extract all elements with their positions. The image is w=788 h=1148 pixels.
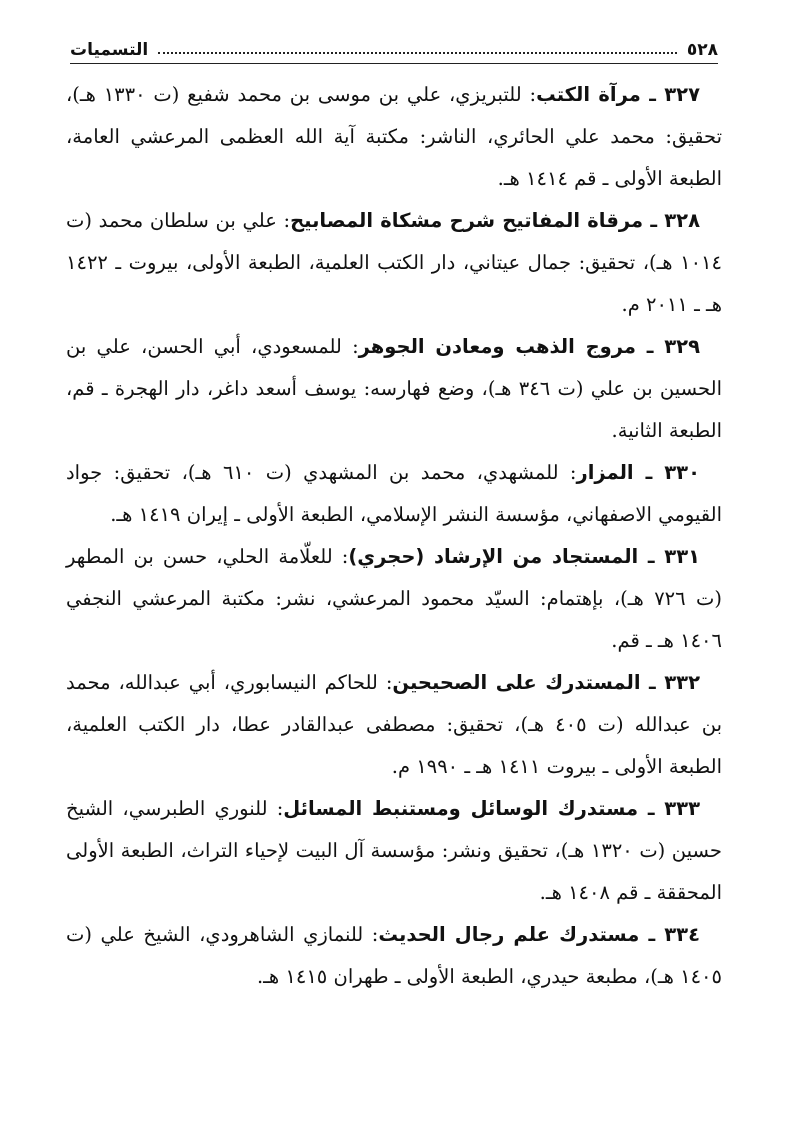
- entry-body: : للمسعودي، أبي الحسن، علي بن الحسين بن علي (ت ٣٤٦ هـ)، وضع فهارسه: يوسف أسعد داغر، دار الهجرة ـ قم، الطبعة الثانية.: [66, 335, 723, 442]
- entry-separator: ـ: [640, 83, 665, 106]
- section-title: التسميات: [70, 40, 149, 60]
- entry-title: مرقاة المفاتيح شرح مشكاة المصابيح: [290, 209, 644, 232]
- bibliography-entry: [66, 914, 722, 998]
- page-number: ٥٢٨: [686, 40, 718, 60]
- entry-number: ٣٣١: [664, 545, 701, 568]
- bibliography-entry: [66, 788, 722, 914]
- entry-title: المزار: [576, 461, 634, 484]
- entry-title: المستدرك على الصحيحين: [392, 671, 641, 694]
- entry-body: : علي بن سلطان محمد (ت ١٠١٤ هـ)، تحقيق: جمال عيتاني، دار الكتب العلمية، الطبعة الأولى، بيروت ـ ١٤٢٢ هـ ـ ٢٠١١ م.: [66, 209, 722, 316]
- entry-separator: ـ: [633, 461, 665, 484]
- entry-body: : للتبريزي، علي بن موسى بن محمد شفيع (ت ١٣٣٠ هـ)، تحقيق: محمد علي الحائري، الناشر: مكتبة آية الله العظمى المرعشي العامة، الطبعة الأولى ـ قم ١٤١٤ هـ.: [66, 83, 722, 190]
- entry-number: ٣٢٧: [664, 83, 700, 106]
- entry-title: المستجاد من الإرشاد (حجري): [348, 545, 639, 568]
- entry-body: : للعلّامة الحلي، حسن بن المطهر (ت ٧٢٦ هـ)، بإهتمام: السيّد محمود المرعشي، نشر: مكتبة المرعشي النجفي ١٤٠٦ هـ ـ قم.: [66, 545, 722, 652]
- entry-number: ٣٢٩: [664, 335, 700, 358]
- entry-separator: ـ: [640, 671, 665, 694]
- entry-title: مستدرك الوسائل ومستنبط المسائل: [283, 797, 639, 820]
- entry-body: : للحاكم النيسابوري، أبي عبدالله، محمد بن عبدالله (ت ٤٠٥ هـ)، تحقيق: مصطفى عبدالقادر عطا، دار الكتب العلمية، الطبعة الأولى ـ بيروت ١٤١١ هـ ـ ١٩٩٠ م.: [66, 671, 723, 778]
- entry-separator: ـ: [638, 545, 665, 568]
- bibliography-entry: [66, 452, 722, 536]
- entry-separator: ـ: [638, 797, 665, 820]
- bibliography-entry: [66, 200, 722, 326]
- entry-title: مستدرك علم رجال الحديث: [378, 923, 640, 946]
- entry-number: ٣٢٨: [664, 209, 700, 232]
- entry-body: : للنمازي الشاهرودي، الشيخ علي (ت ١٤٠٥ هـ)، مطبعة حيدري، الطبعة الأولى ـ طهران ١٤١٥ هـ.: [66, 923, 722, 988]
- leader-dots: [158, 52, 677, 54]
- bibliography-entry: [66, 74, 722, 200]
- entry-number: ٣٣٣: [664, 797, 700, 820]
- entry-separator: ـ: [643, 209, 665, 232]
- bibliography-entry: [66, 536, 722, 662]
- entry-number: ٣٣٠: [664, 461, 700, 484]
- entry-separator: ـ: [639, 923, 665, 946]
- entry-title: مروج الذهب ومعادن الجوهر: [358, 335, 636, 358]
- bibliography-entry: [66, 662, 722, 788]
- entry-separator: ـ: [636, 335, 665, 358]
- bibliography-list: [66, 74, 722, 998]
- entry-body: : للنوري الطبرسي، الشيخ حسين (ت ١٣٢٠ هـ)، تحقيق ونشر: مؤسسة آل البيت لإحياء التراث، الطبعة الأولى المحققة ـ قم ١٤٠٨ هـ.: [66, 797, 722, 904]
- entry-number: ٣٣٤: [664, 923, 700, 946]
- entry-body: : للمشهدي، محمد بن المشهدي (ت ٦١٠ هـ)، تحقيق: جواد القيومي الاصفهاني، مؤسسة النشر الإسلامي، الطبعة الأولى ـ إيران ١٤١٩ هـ.: [66, 461, 722, 526]
- entry-title: مرآة الكتب: [536, 83, 641, 106]
- running-header: [70, 30, 718, 60]
- header-rule: [70, 63, 718, 64]
- entry-number: ٣٣٢: [664, 671, 700, 694]
- bibliography-entry: [66, 326, 722, 452]
